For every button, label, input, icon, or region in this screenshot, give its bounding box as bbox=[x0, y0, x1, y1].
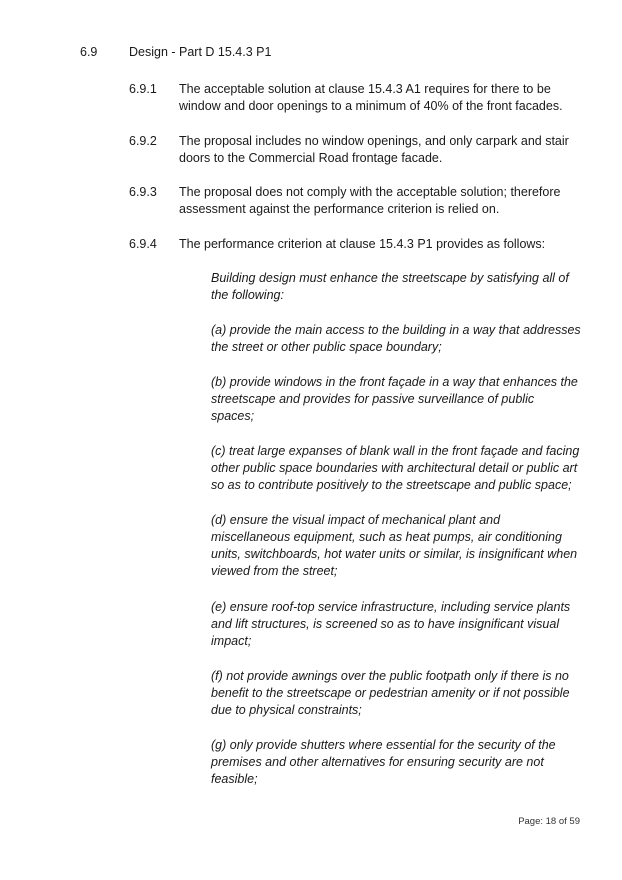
clause-text: The proposal does not comply with the acceptable solution; therefore assessment against the performance criterion is relied on. bbox=[179, 185, 561, 216]
clause-number: 6.9.3 bbox=[129, 185, 157, 199]
section-heading bbox=[0, 44, 622, 62]
clause-text: The acceptable solution at clause 15.4.3 A1 requires for there to be window and door openings to a minimum of 40% of the front facades. bbox=[179, 82, 563, 113]
quote-item-f: (f) not provide awnings over the public footpath only if there is no benefit to the streetscape or pedestrian amenity or if not possible due to physical constraints; bbox=[211, 669, 570, 717]
quote-item-b: (b) provide windows in the front façade in a way that enhances the streetscape and provides for passive surveillance of public spaces; bbox=[211, 375, 578, 423]
clause-text: The performance criterion at clause 15.4.3 P1 provides as follows: bbox=[179, 237, 546, 251]
page-number: Page: 18 of 59 bbox=[518, 816, 580, 827]
section-title: Design - Part D 15.4.3 P1 bbox=[129, 45, 272, 59]
quote-item-a: (a) provide the main access to the building in a way that addresses the street or other public space boundary; bbox=[211, 323, 581, 354]
quote-item-d: (d) ensure the visual impact of mechanical plant and miscellaneous equipment, such as heat pumps, air conditioning units, switchboards, hot water units or similar, is insignificant when viewed from the street; bbox=[211, 513, 578, 578]
quote-intro: Building design must enhance the streetscape by satisfying all of the following: bbox=[211, 271, 569, 302]
quote-item-e: (e) ensure roof-top service infrastructure, including service plants and lift structures, is screened so as to have insignificant visual impact; bbox=[211, 600, 571, 648]
section-number: 6.9 bbox=[80, 45, 98, 59]
clause-text: The proposal includes no window openings, and only carpark and stair doors to the Commercial Road frontage facade. bbox=[179, 134, 569, 165]
clause-number: 6.9.4 bbox=[129, 237, 157, 251]
clause-number: 6.9.2 bbox=[129, 134, 157, 148]
quote-item-c: (c) treat large expanses of blank wall in the front façade and facing other public space boundaries with architectural detail or public art so as to contribute positively to the streetscape and public space; bbox=[211, 444, 580, 492]
quote-item-g: (g) only provide shutters where essential for the security of the premises and other alternatives for ensuring security are not feasible; bbox=[211, 738, 556, 786]
clause-number: 6.9.1 bbox=[129, 82, 157, 96]
